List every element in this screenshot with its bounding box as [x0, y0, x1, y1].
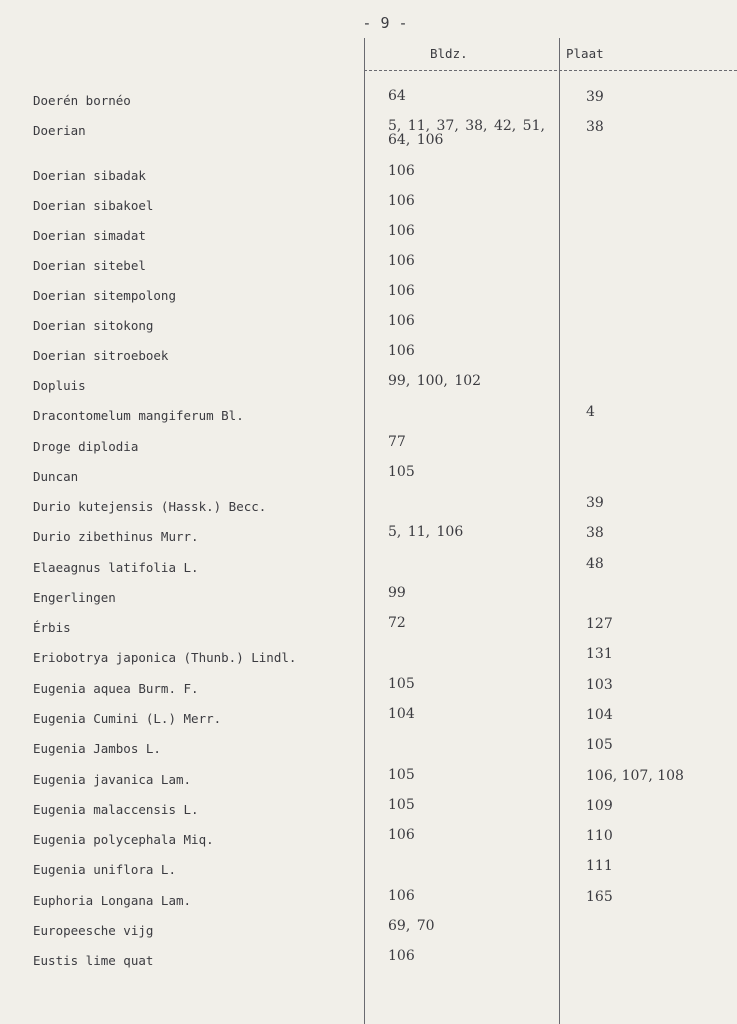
entry-plaat: 38 [586, 119, 604, 135]
index-entry [0, 797, 737, 828]
entry-name: Elaeagnus latifolia L. [33, 560, 199, 575]
entry-name: Doerian simadat [33, 228, 146, 243]
entry-bldz: 105 [388, 797, 415, 813]
index-entry [0, 706, 737, 737]
index-entry [0, 313, 737, 344]
header-plaat: Plaat [566, 46, 604, 61]
entry-name: Eugenia aquea Burm. F. [33, 681, 199, 696]
entry-bldz: 106 [388, 283, 415, 299]
entry-name: Doerian sitokong [33, 318, 154, 333]
entry-name: Euphoria Longana Lam. [33, 893, 192, 908]
entry-bldz: 105 [388, 676, 415, 692]
entry-bldz: 5, 11, 106 [388, 524, 464, 540]
entry-name: Doerian sitebel [33, 258, 146, 273]
entry-name: Doerian sibadak [33, 168, 146, 183]
entry-plaat: 48 [586, 556, 604, 572]
entry-plaat: 127 [586, 616, 613, 632]
entry-name: Doerian sibakoel [33, 198, 154, 213]
entry-bldz: 106 [388, 223, 415, 239]
entry-name: Eugenia javanica Lam. [33, 772, 192, 787]
entry-name: Eugenia Jambos L. [33, 741, 161, 756]
entry-name: Eugenia malaccensis L. [33, 802, 199, 817]
index-entry [0, 646, 737, 676]
index-entry [0, 767, 737, 798]
entry-bldz: 99 [388, 585, 406, 601]
page-number: - 9 - [362, 14, 408, 32]
entry-plaat: 105 [586, 737, 613, 753]
entry-name: Durio kutejensis (Hassk.) Becc. [33, 499, 267, 514]
index-entry [0, 918, 737, 949]
entry-bldz: 105 [388, 464, 415, 480]
entry-plaat: 110 [586, 828, 613, 844]
index-entry [0, 434, 737, 465]
entry-name: Eustis lime quat [33, 953, 154, 968]
index-entry [0, 193, 737, 224]
entry-plaat: 4 [586, 404, 595, 420]
entry-bldz: 69, 70 [388, 918, 435, 934]
index-entry [0, 118, 737, 149]
index-entry [0, 556, 737, 586]
entry-name: Durio zibethinus Murr. [33, 529, 199, 544]
header-bldz: Bldz. [430, 46, 468, 61]
entry-name: Dracontomelum mangiferum Bl. [33, 408, 244, 423]
entry-bldz: 105 [388, 767, 415, 783]
entry-bldz: 104 [388, 706, 415, 722]
entry-bldz: 106 [388, 827, 415, 843]
entry-bldz: 77 [388, 434, 406, 450]
index-entry [0, 676, 737, 707]
index-entry [0, 495, 737, 525]
index-entry [0, 737, 737, 767]
entry-bldz: 72 [388, 615, 406, 631]
entry-name: Doerén bornéo [33, 93, 131, 108]
index-entry [0, 888, 737, 919]
entry-name: Dopluis [33, 378, 86, 393]
entry-name: Érbis [33, 620, 71, 635]
entry-bldz: 99, 100, 102 [388, 373, 482, 389]
index-entry [0, 343, 737, 374]
index-entry [0, 373, 737, 404]
entry-bldz: 5, 11, 37, 38, 42, 51, 64, 106 [388, 118, 545, 148]
entry-name: Droge diplodia [33, 439, 139, 454]
entry-plaat: 111 [586, 858, 613, 874]
entry-name: Europeesche vijg [33, 923, 154, 938]
index-entry [0, 524, 737, 555]
entry-bldz: 106 [388, 948, 415, 964]
index-entry [0, 615, 737, 646]
index-entry [0, 163, 737, 194]
entry-plaat: 131 [586, 646, 613, 662]
entry-bldz: 106 [388, 313, 415, 329]
entry-plaat: 109 [586, 798, 613, 814]
entry-bldz: 106 [388, 343, 415, 359]
entry-plaat: 165 [586, 889, 613, 905]
entry-plaat: 38 [586, 525, 604, 541]
index-entry [0, 404, 737, 434]
entry-plaat: 104 [586, 707, 613, 723]
entry-plaat: 103 [586, 677, 613, 693]
entry-bldz: 106 [388, 193, 415, 209]
entry-name: Eugenia polycephala Miq. [33, 832, 214, 847]
index-entry [0, 827, 737, 858]
entry-name: Duncan [33, 469, 79, 484]
entry-plaat: 39 [586, 89, 604, 105]
index-entry [0, 223, 737, 254]
header-divider [364, 70, 737, 71]
index-entry [0, 948, 737, 979]
entry-plaat: 106, 107, 108 [586, 768, 684, 784]
index-entry [0, 253, 737, 284]
index-entry [0, 88, 737, 119]
entry-name: Doerian [33, 123, 86, 138]
entry-bldz: 106 [388, 253, 415, 269]
entry-name: Doerian sitempolong [33, 288, 176, 303]
index-entry [0, 464, 737, 495]
entry-name: Doerian sitroeboek [33, 348, 169, 363]
entry-name: Eugenia uniflora L. [33, 862, 176, 877]
entry-bldz: 106 [388, 888, 415, 904]
index-entry [0, 283, 737, 314]
index-entry [0, 585, 737, 616]
entry-bldz: 64 [388, 88, 406, 104]
entry-name: Engerlingen [33, 590, 116, 605]
entry-name: Eugenia Cumini (L.) Merr. [33, 711, 222, 726]
entry-plaat: 39 [586, 495, 604, 511]
entry-name: Eriobotrya japonica (Thunb.) Lindl. [33, 650, 297, 665]
index-entry [0, 858, 737, 888]
entry-bldz: 106 [388, 163, 415, 179]
